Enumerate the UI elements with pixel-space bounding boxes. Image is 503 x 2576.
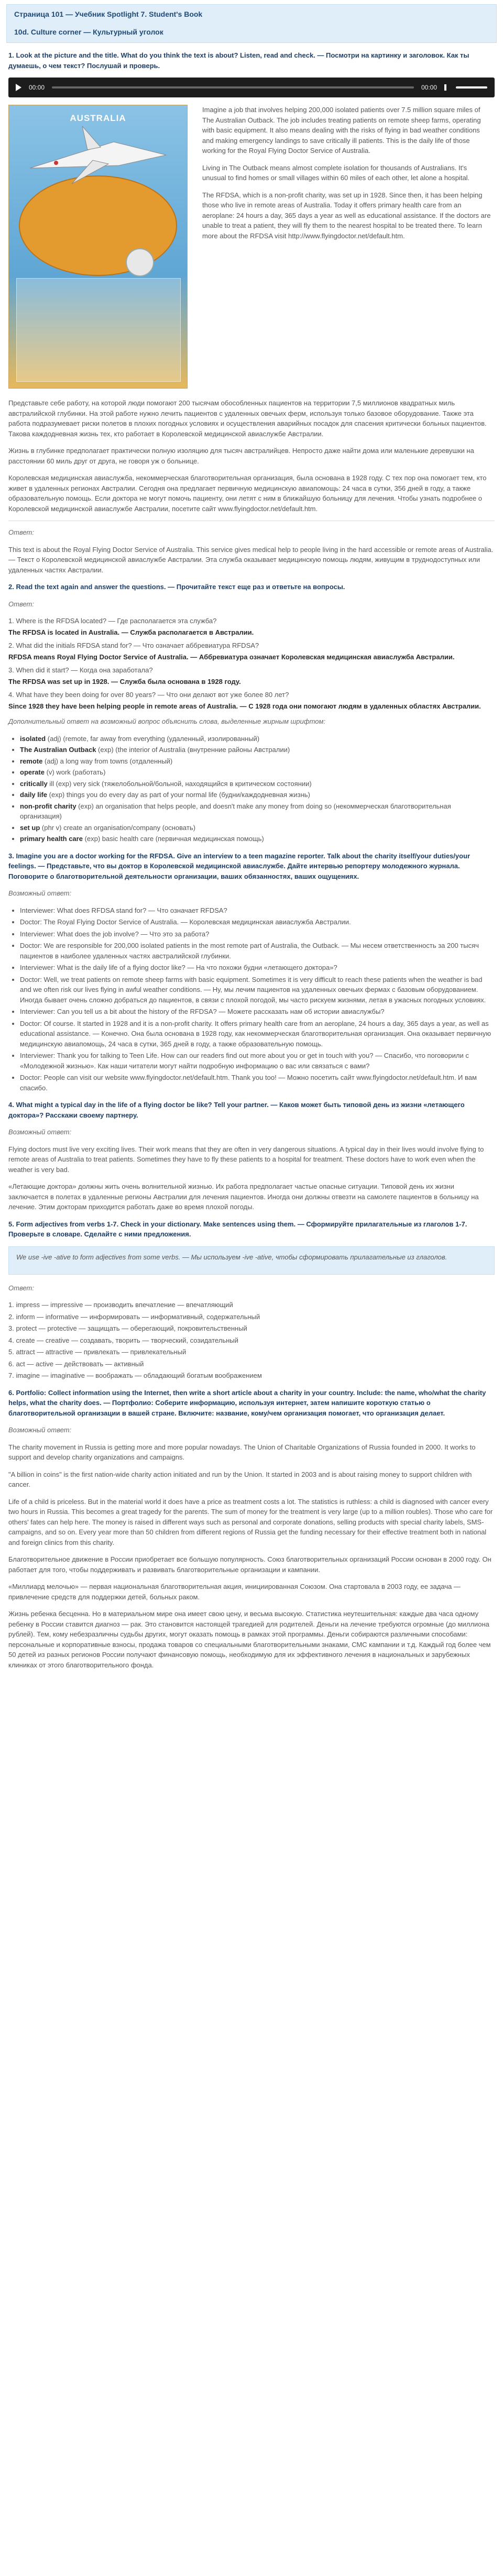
answer-6-russian: «Миллиард мелочью» — первая национальная благотворительная акция, инициированная Союзом. Она стартовала в 2003 году, ее задача — привлечение средств для поддержки детей, больных раком. xyxy=(8,1583,461,1601)
play-icon[interactable] xyxy=(16,84,21,91)
form-item: 6. act — active — действовать — активный xyxy=(8,1359,144,1368)
vocab-item xyxy=(20,745,495,755)
vocab-word: daily life xyxy=(20,791,48,799)
vocab-definition: (exp) (the interior of Australia (внутренние районы Австралии) xyxy=(96,746,290,754)
vocab-word: remote xyxy=(20,757,43,765)
intro-section xyxy=(8,105,495,398)
vocab-definition: (exp) basic health care (первичная медицинская помощь) xyxy=(82,835,264,843)
vocab-item xyxy=(20,767,495,778)
vocab-item xyxy=(20,779,495,789)
answer: Since 1928 they have been helping people in remote areas of Australia. — С 1928 года они помогают людям в удаленных областях Австралии. xyxy=(8,702,481,710)
vocab-definition: ill (exp) very sick (тяжелобольной/больной, находящийся в критическом состоянии) xyxy=(47,779,312,788)
intro-text xyxy=(202,105,493,248)
vocab-item xyxy=(20,834,495,844)
translation-paragraph: Представьте себе работу, на которой люди помогают 200 тысячам обособленных пациентов на территории 7,5 миллионов квадратных миль австралийской глубинки. На этой работе нужно лечить пациентов с удаленных овечьих ферм, используя только базовое оборудование. Также эта работа подразумевает риски полетов в плохих погодных условиях и осуществления аварийных посадок для спасения критически больных пациентов. Такова каждодневная жизнь тех, кто работает в Королевской медицинской авиаслужбе Австралии. xyxy=(8,399,487,438)
vocab-word: isolated xyxy=(20,734,46,743)
brochure-text-panel xyxy=(16,278,181,382)
translation-paragraph: Жизнь в глубинке предполагает практически полную изоляцию для тысяч австралийцев. Непросто даже найти дома или маленькие деревушки на расстоянии 60 миль друг от друга, не говоря уж о больнице. xyxy=(8,447,474,465)
intro-paragraph: Imagine a job that involves helping 200,000 isolated patients over 7.5 million square miles of The Australian Outback. The job includes treating patients on remote sheep farms, operating with basic equipment. It also means dealing with the risks of flying in bad weather conditions and making emergency landings to save critically ill patients. This is the daily life of those working for the Royal Flying Doctor Service of Australia. xyxy=(202,106,481,154)
answer-label: Ответ: xyxy=(8,600,34,608)
question: 3. When did it start? — Когда она заработала? xyxy=(8,666,153,674)
interview-line: • Interviewer: What is the daily life of a flying doctor like? — На что похожи будни «летающего доктора»? xyxy=(20,963,495,973)
vocab-word: The Australian Outback xyxy=(20,746,96,754)
audio-player[interactable] xyxy=(8,78,495,97)
task-3-heading: 3. Imagine you are a doctor working for the RFDSA. Give an interview to a teen magazine reporter. Talk about the charity itself/your duties/your feelings. — Представьте, что вы доктор в Королевской медицинской авиаслужбе. Дайте интервью репортеру молодежного журнала. Поговорите о благотворительной деятельности организации, ваших обязанностях, ваших ощущениях. xyxy=(8,852,471,880)
question: 4. What have they been doing for over 80 years? — Что они делают вот уже более 80 лет? xyxy=(8,691,289,699)
audio-duration: 00:00 xyxy=(421,84,437,91)
intro-paragraph: The RFDSA, which is a non-profit charity, was set up in 1928. Since then, it has been helping those who live in remote areas of Australia. Today it offers primary health care from an aeroplane: 24 hours a day, 365 days a year as well as educational assistance. If the doctors are unable to treat a patient, they will fly them to the nearest hospital to be treated there. To learn more about the RFDSA visit http://www.flyingdoctor.net/default.htm. xyxy=(202,191,491,240)
interview-line: • Interviewer: Thank you for talking to Teen Life. How can our readers find out more about you or get in touch with you? — Спасибо, что поговорили с «Молодежной жизнью». Как наши читатели могут найти подробную информацию о вас или связаться с вами? xyxy=(20,1051,495,1071)
answer: The RFDSA was set up in 1928. — Служба была основана в 1928 году. xyxy=(8,677,241,686)
answer-6-english: The charity movement in Russia is getting more and more popular nowadays. The Union of Charitable Organizations of Russia founded in 2000. It works to support and develop charity organizations and campaigns. xyxy=(8,1443,476,1461)
audio-current-time: 00:00 xyxy=(29,84,45,91)
form-item: 1. impress — impressive — производить впечатление — впечатляющий xyxy=(8,1301,233,1309)
task-4-heading: 4. What might a typical day in the life of a flying doctor be like? Tell your partner. — Каков может быть типовой день из жизни «летающего доктора»? Расскажи своему партнеру. xyxy=(8,1101,465,1119)
vocab-word: set up xyxy=(20,823,40,832)
vocab-word: primary health care xyxy=(20,835,83,843)
brochure-wordmark: AUSTRALIA xyxy=(70,113,126,123)
translation-paragraph: Королевская медицинская авиаслужба, некоммерческая благотворительная организация, была основана в 1928 году. С тех пор она помогает тем, кто живет в удаленных регионах Австралии. Сегодня она предлагает первичную медицинскую авиапомощь: 24 часа в сутки, 356 дней в году, а также образовательную помощь. Если доктора не могут помочь пациенту, они летят с ним в ближайшую больницу для лечения. Чтобы узнать подробнее о Королевской медицинской авиаслужбе Австралии, посетите сайт www.flyingdoctor.net/default.htm. xyxy=(8,474,487,513)
vocab-item xyxy=(20,801,495,822)
page xyxy=(6,0,497,1670)
question: 2. What did the initials RFDSA stand for? — Что означает аббревиатура RFDSA? xyxy=(8,642,259,649)
possible-answer-label: Возможный ответ: xyxy=(8,1426,72,1434)
vocab-item xyxy=(20,790,495,800)
interview-line: • Doctor: We are responsible for 200,000 isolated patients in the most remote part of Australia, the Outback. — Мы несем ответственность за 200 тысяч пациентов в наиболее удаленных частях австралийской глубинки. xyxy=(20,941,495,961)
brochure-image xyxy=(8,105,188,389)
answer-6-english: Life of a child is priceless. But in the material world it does have a price as treatment costs a lot. The statistics is ruthless: a child is diagnosed with cancer every two hours in Russia. This becomes a great tragedy for the parents. The sum of money for the treatment is very large (up to a million roubles). Those who care for others' fates can help here. The money is raised in different ways such as personal and corporate donations, selling products with special charity labels, SMS-campaigns, and so on. Every year more than 50 children from different regions of Russia get the funding necessary for their effective treatment both in national and foreign clinics from this charity. xyxy=(8,1497,493,1546)
audio-progress-bar[interactable] xyxy=(52,86,414,89)
interview-line: • Interviewer: Can you tell us a bit about the history of the RFDSA? — Можете рассказать нам об истории авиаслужбы? xyxy=(20,1007,495,1017)
answer: The RFDSA is located in Australia. — Служба располагается в Австралии. xyxy=(8,628,254,636)
possible-answer-label: Возможный ответ: xyxy=(8,1128,72,1136)
interview-line: • Doctor: Of course. It started in 1928 and it is a non-profit charity. It offers primary health care from an aeroplane, 24 hours a day, 365 days a year, as well as educational assistance. — Конечно. Она была основана в 1928 году, как некоммерческая благотворительная организация. Она оказывает первичную медицинскую авиапомощь, 24 часа в сутки, 365 дней в году, а также образовательную помощь. xyxy=(20,1019,495,1049)
task-5-heading: 5. Form adjectives from verbs 1-7. Check in your dictionary. Make sentences using them. — Сформируйте прилагательные из глаголов 1-7. Проверьте в словаре. Сделайте с ними предложения. xyxy=(8,1220,467,1238)
task-1-heading: 1. Look at the picture and the title. What do you think the text is about? Listen, read and check. — Посмотри на картинку и заголовок. Как ты думаешь, о чем текст? Послушай и проверь. xyxy=(8,51,469,70)
interview-line: • Interviewer: What does the job involve? — Что это за работа? xyxy=(20,929,495,939)
vocab-intro: Дополнительный ответ на возможный вопрос объяснить слова, выделенные жирным шрифтом: xyxy=(8,717,326,725)
answer-label: Ответ: xyxy=(8,528,34,536)
interview-line: • Interviewer: What does RFDSA stand for? — Что означает RFDSA? xyxy=(20,905,495,916)
task-6-heading: 6. Portfolio: Collect information using the Internet, then write a short article about a charity in your country. Include: the name, who/what the charity helps, what the charity does. — Портфолио: Соберите информацию, используя интернет, затем напишите короткую статью о благотворительной организации в вашей стране. Включите: название, кому/чем организация помогает, что организация делает. xyxy=(8,1388,486,1417)
page-header xyxy=(6,4,497,43)
qa-list xyxy=(8,616,495,711)
vocab-item xyxy=(20,823,495,833)
answer-4-english: Flying doctors must live very exciting lives. Their work means that they are often in very dangerous situations. A typical day in their lives would involve flying to remote areas of Australia to treat patients. Sometimes they have to fly these patients to a hospital for treatment. These doctors have to work even when the weather is very bad. xyxy=(8,1145,484,1174)
volume-icon[interactable] xyxy=(444,84,452,91)
interview-line: • Doctor: Well, we treat patients on remote sheep farms with basic equipment. Sometimes it is very difficult to reach these patients when the weather is bad and we often risk our lives flying in awful weather conditions. — Ну, мы лечим пациентов на удаленных овечьих фермах с базовым оборудованием. Иногда бывает очень сложно добраться до пациентов, в связи с плохой погодой, мы часто рискуем жизнями, летая в ужасных погодных условиях. xyxy=(20,975,495,1005)
vocab-definition: (exp) an organisation that helps people, and doesn't make any money from doing so (некоммерческая благотворительная организация) xyxy=(20,802,451,820)
vocab-item xyxy=(20,734,495,744)
answer: RFDSA means Royal Flying Doctor Service of Australia. — Аббревиатура означает Королевская медицинская авиаслужба Австралии. xyxy=(8,653,455,661)
answer-6-english: "A billion in coins" is the first nation-wide charity action initiated and run by the Union. It started in 2003 and is about raising money to support children with cancer. xyxy=(8,1470,472,1488)
volume-slider[interactable] xyxy=(456,86,487,89)
form-item: 2. inform — informative — информировать — информативный, содержательный xyxy=(8,1312,260,1321)
vocab-definition: (adj) a long way from towns (отдаленный) xyxy=(42,757,173,765)
vocab-item xyxy=(20,756,495,767)
vocab-word: non-profit charity xyxy=(20,802,76,810)
form-item: 3. protect — protective — защищать — оберегающий, покровительственный xyxy=(8,1324,247,1332)
main-content xyxy=(6,50,497,1670)
vocab-definition: (phr v) create an organisation/company (основать) xyxy=(40,823,195,832)
form-item: 4. create — creative — создавать, творить — творческий, созидательный xyxy=(8,1336,238,1344)
vocab-definition: (v) work (работать) xyxy=(44,768,106,776)
interview-line: • Doctor: People can visit our website www.flyingdoctor.net/default.htm. Thank you too! — Можно посетить сайт www.flyingdoctor.net/default.htm. И вам спасибо. xyxy=(20,1073,495,1093)
vocab-definition: (adj) (remote, far away from everything (удаленный, изолированный) xyxy=(46,734,260,743)
breadcrumb-textbook: Страница 101 — Учебник Spotlight 7. Student's Book xyxy=(14,10,203,18)
task-2-heading: 2. Read the text again and answer the questions. — Прочитайте текст еще раз и ответьте на вопросы. xyxy=(8,583,345,591)
interview-line: • Doctor: The Royal Flying Doctor Service of Australia. — Королевская медицинская авиаслужба Австралии. xyxy=(20,917,495,927)
answer-1: This text is about the Royal Flying Doctor Service of Australia. This service gives medical help to people living in the hard accessible or remote areas of Australia. — Текст о Королевской медицинской авиаслужбе Австралии. Эта служба оказывает медицинскую помощь людям, живущим в труднодоступных или удаленных частях Австралии. xyxy=(8,545,494,574)
answer-label: Ответ: xyxy=(8,1284,34,1292)
vocab-word: critically xyxy=(20,779,48,788)
grammar-infobox: We use -ive -ative to form adjectives from some verbs. — Мы используем -ive -ative, чтобы сформировать прилагательные из глаголов. xyxy=(8,1246,495,1275)
possible-answer-label: Возможный ответ: xyxy=(8,889,72,897)
adjective-forms-list xyxy=(8,1300,495,1381)
vocab-word: operate xyxy=(20,768,45,776)
vocab-list xyxy=(8,734,495,844)
section-title: 10d. Culture corner — Культурный уголок xyxy=(14,28,163,36)
vocab-definition: (exp) things you do every day as part of your normal life (будни/каждодневная жизнь) xyxy=(47,791,310,799)
answer-6-russian: Благотворительное движение в России приобретает все большую популярность. Союз благотворительных организаций России основан в 2000 году. Он работает для того, чтобы поддерживать и развивать благотворительные организации и кампании. xyxy=(8,1555,491,1574)
form-item: 5. attract — attractive — привлекать — привлекательный xyxy=(8,1348,187,1356)
form-item: 7. imagine — imaginative — воображать — обладающий богатым воображением xyxy=(8,1372,262,1379)
answer-6-russian: Жизнь ребенка бесценна. Но в материальном мире она имеет свою цену, и весьма высокую. Статистика неутешительная: каждые два часа одному ребенку в России ставится диагноз — рак. Это становится настоящей трагедией для родителей. Деньги на лечение требуются огромные (до миллиона рублей). Тем, кому небезразличны судьбы других, могут оказать помощь в рамках этой программы. Деньги собираются различными способами: персональные и корпоративные взносы, продажа товаров со специальными благотворительными знаками, СМС кампании и т.д. Каждый год более чем 50 детей из разных регионов России получают финансовую помощь, необходимую для их эффективного лечения в национальных и зарубежных клиниках от этого благотворительного фонда. xyxy=(8,1610,491,1669)
question: 1. Where is the RFDSA located? — Где располагается эта служба? xyxy=(8,617,217,625)
interview-list xyxy=(8,905,495,1093)
answer-4-russian: «Летающие доктора» должны жить очень волнительной жизнью. Их работа предполагает частые опасные ситуации. Типовой день их жизни заключается в полетах в удаленные регионы Австралии для лечения пациентов. Иногда они должны отвезти на самолете пациентов в больницу на лечение. Этим докторам приходится работать даже во время плохой погоды. xyxy=(8,1182,479,1211)
intro-paragraph: Living in The Outback means almost complete isolation for thousands of Australians. It's unusual to find homes or small villages within 60 miles of each other, let alone a hospital. xyxy=(202,163,470,182)
